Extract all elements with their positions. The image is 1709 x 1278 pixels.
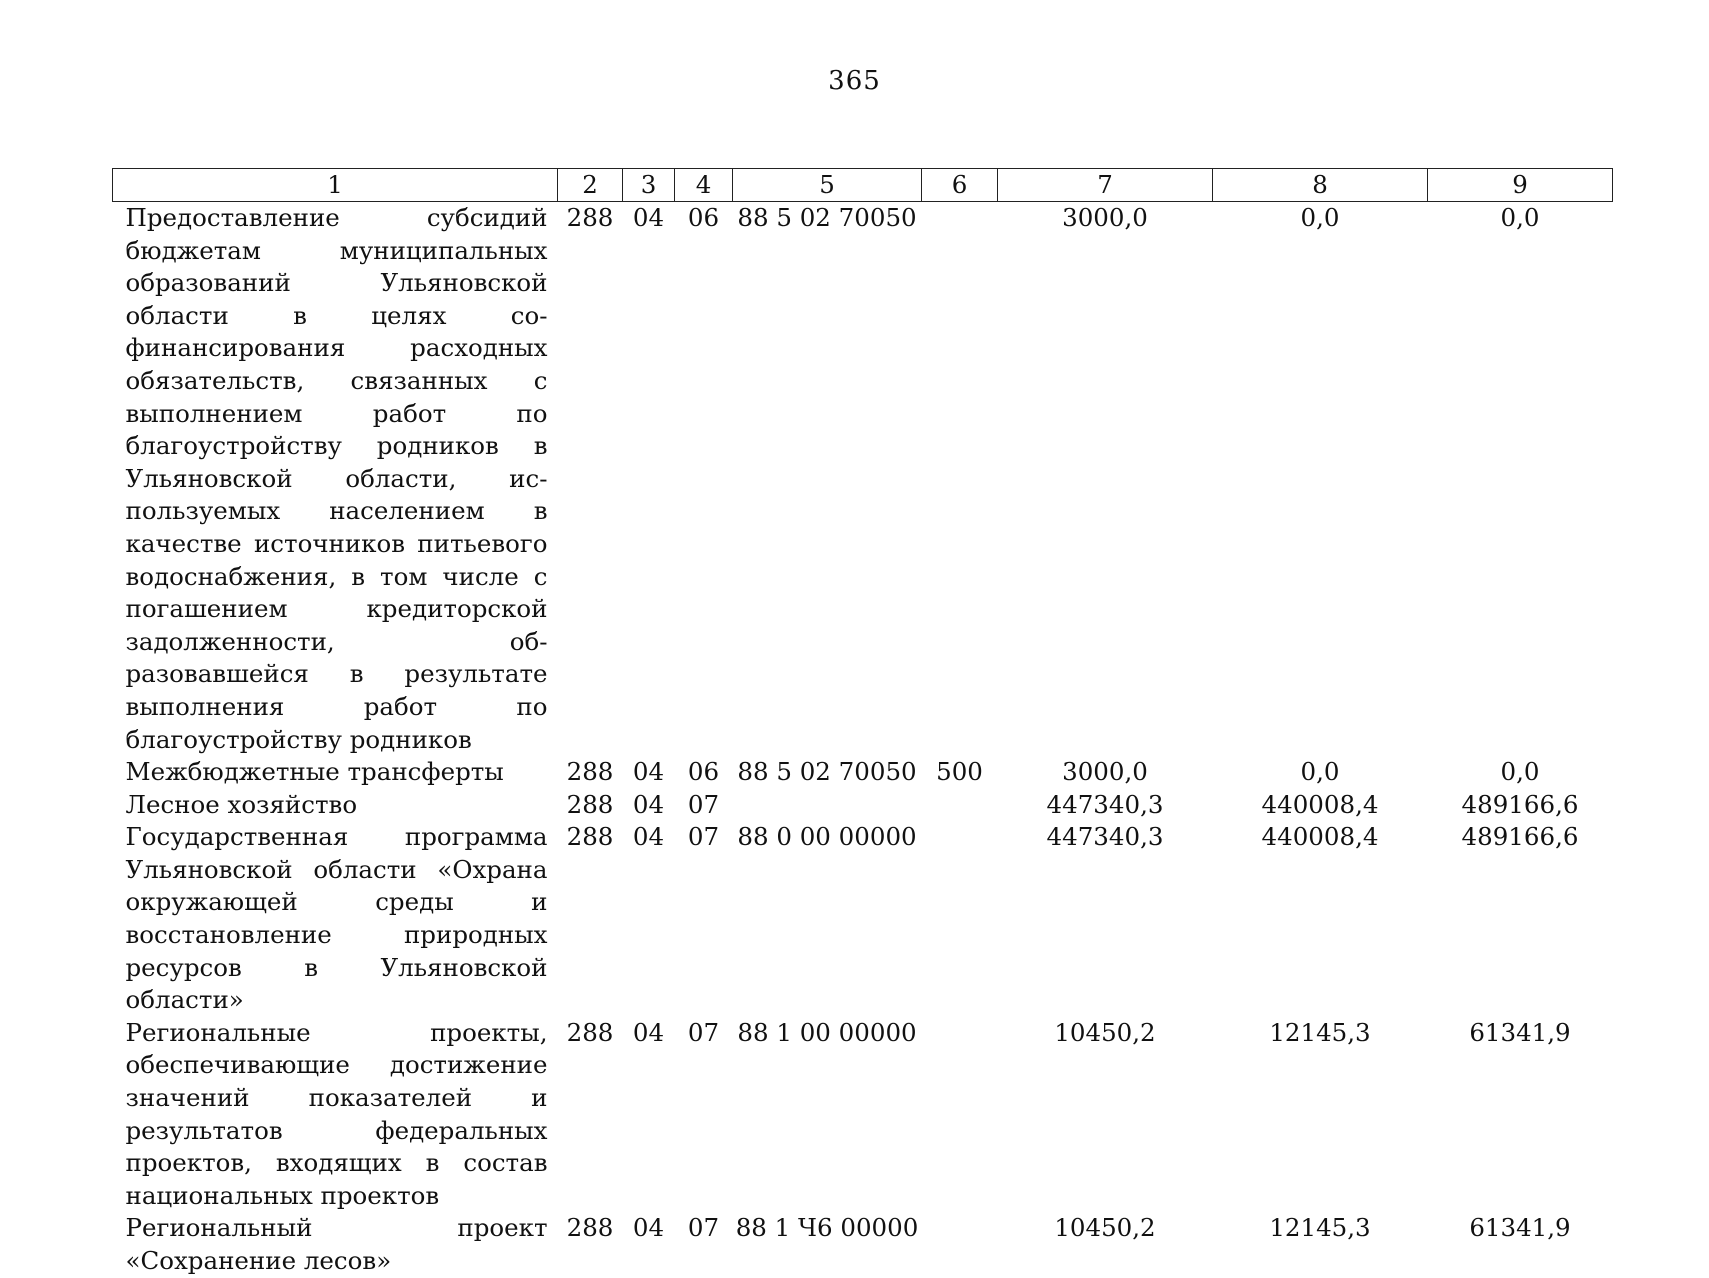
row-amount-col8: 0,0 xyxy=(1300,203,1340,232)
row-target-article: 88 5 02 70050 xyxy=(737,203,917,232)
row-amount-col9: 61341,9 xyxy=(1469,1017,1571,1047)
row-admin-code: 288 xyxy=(566,1017,614,1047)
row-amount-col9: 0,0 xyxy=(1500,757,1540,787)
header-col-5: 5 xyxy=(733,169,922,202)
row-amount-col8: 0,0 xyxy=(1300,757,1340,787)
page-number: 365 xyxy=(828,66,881,96)
row-amount-col8: 12145,3 xyxy=(1269,1213,1371,1243)
row-amount-col9: 489166,6 xyxy=(1461,822,1579,852)
table-row xyxy=(113,821,1613,1017)
header-col-6: 6 xyxy=(922,169,998,202)
header-col-2: 2 xyxy=(558,169,623,202)
row-expense-type xyxy=(922,202,998,757)
row-subsection: 06 xyxy=(687,203,720,232)
table-row xyxy=(113,1017,1613,1213)
row-admin-code: 288 xyxy=(566,1213,614,1243)
row-section: 04 xyxy=(632,1213,665,1243)
row-name: Региональный проект «Сохранение лесов» xyxy=(125,1213,548,1275)
row-amount-col9: 61341,9 xyxy=(1469,1213,1571,1243)
row-target-article: 88 1 00 00000 xyxy=(737,1017,917,1047)
row-amount-col8: 440008,4 xyxy=(1261,822,1379,852)
row-amount-col8: 440008,4 xyxy=(1261,789,1379,819)
row-expense-type xyxy=(922,1017,998,1213)
table-row xyxy=(113,1212,1613,1277)
row-expense-type xyxy=(922,1212,998,1277)
row-amount-col7: 447340,3 xyxy=(1046,789,1164,819)
row-section: 04 xyxy=(632,757,665,787)
row-subsection: 07 xyxy=(687,1017,720,1047)
row-expense-type xyxy=(922,821,998,1017)
header-col-8: 8 xyxy=(1213,169,1428,202)
row-amount-col7: 3000,0 xyxy=(1062,757,1148,787)
table-row xyxy=(113,789,1613,822)
row-amount-col7: 3000,0 xyxy=(1062,203,1148,232)
header-col-9: 9 xyxy=(1428,169,1613,202)
table-row xyxy=(113,202,1613,757)
row-target-article: 88 1 Ч6 00000 xyxy=(735,1213,919,1243)
budget-table xyxy=(112,168,1613,1278)
header-col-1: 1 xyxy=(113,169,558,202)
row-amount-col9: 0,0 xyxy=(1500,203,1540,232)
header-row xyxy=(113,169,1613,202)
row-target-article: 88 5 02 70050 xyxy=(737,757,917,787)
row-name: Межбюджетные трансферты xyxy=(125,757,504,787)
row-section: 04 xyxy=(632,789,665,819)
row-target-article: 88 0 00 00000 xyxy=(737,822,917,852)
row-subsection: 07 xyxy=(687,1213,720,1243)
row-section: 04 xyxy=(632,822,665,852)
row-section: 04 xyxy=(632,203,665,232)
row-subsection: 06 xyxy=(687,757,720,787)
row-expense-type xyxy=(922,789,998,822)
row-admin-code: 288 xyxy=(566,822,614,852)
row-amount-col7: 10450,2 xyxy=(1054,1017,1156,1047)
row-name: Лесное хозяйство xyxy=(125,789,358,819)
row-section: 04 xyxy=(632,1017,665,1047)
row-subsection: 07 xyxy=(687,822,720,852)
header-col-4: 4 xyxy=(675,169,733,202)
table-row xyxy=(113,756,1613,789)
row-name: Предоставление субсидий бюджетам муниципальных образований Ульяновской области в целях софинансирования расходных обязательств, связанных с выполнением работ по благоустройству родников в Ульяновской области, используемых населением в качестве источников питьевого водоснабжения, в том числе с погашением кредиторской задолженности, образовавшейся в результате выполнения работ по благоустройству родников xyxy=(125,203,548,754)
row-amount-col7: 447340,3 xyxy=(1046,822,1164,852)
header-col-3: 3 xyxy=(623,169,675,202)
row-admin-code: 288 xyxy=(566,789,614,819)
row-amount-col9: 489166,6 xyxy=(1461,789,1579,819)
row-admin-code: 288 xyxy=(566,757,614,787)
row-name: Государственная программа Ульяновской области «Охрана окружающей среды и восстановление природных ресурсов в Ульяновской области» xyxy=(125,822,548,1015)
row-amount-col7: 10450,2 xyxy=(1054,1213,1156,1243)
row-target-article xyxy=(733,789,922,822)
row-subsection: 07 xyxy=(687,789,720,819)
row-admin-code: 288 xyxy=(566,203,614,232)
row-amount-col8: 12145,3 xyxy=(1269,1017,1371,1047)
row-name: Региональные проекты, обеспечивающие достижение значений показателей и результатов федеральных проектов, входящих в состав национальных проектов xyxy=(125,1017,548,1210)
row-expense-type: 500 xyxy=(936,757,983,787)
header-col-7: 7 xyxy=(998,169,1213,202)
